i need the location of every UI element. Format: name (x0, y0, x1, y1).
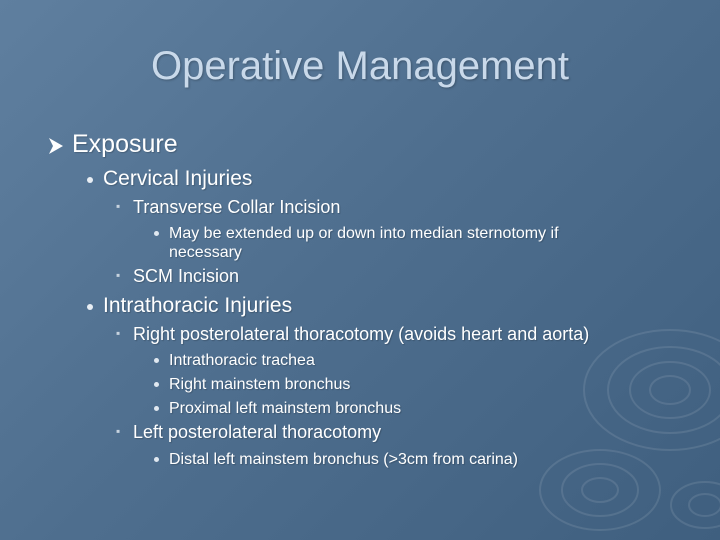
outline-item-median-sternotomy: May be extended up or down into median sternotomy if (169, 225, 559, 242)
outline-item-proximal-left-mainstem-bronchus: Proximal left mainstem bronchus (169, 400, 402, 417)
square-bullet-icon: ▪ (116, 268, 121, 282)
outline-item-scm-incision: SCM Incision (133, 266, 240, 286)
arrowhead-bullet-icon (48, 137, 64, 155)
slide-title: Operative Management (150, 44, 569, 88)
outline-item-right-mainstem-bronchus: Right mainstem bronchus (169, 376, 351, 393)
outline-item-exposure: Exposure (72, 130, 178, 158)
dot-bullet-icon (87, 177, 93, 183)
outline-item-right-posterolateral-thoracotomy: Right posterolateral thoracotomy (avoids heart and aorta) (133, 324, 590, 344)
outline-item-intrathoracic-injuries: Intrathoracic Injuries (103, 294, 293, 317)
outline-item-left-posterolateral-thoracotomy: Left posterolateral thoracotomy (133, 422, 382, 442)
dot-bullet-icon (154, 457, 159, 462)
square-bullet-icon: ▪ (116, 424, 121, 438)
outline-item-transverse-collar-incision: Transverse Collar Incision (133, 197, 341, 217)
square-bullet-icon: ▪ (116, 326, 121, 340)
dot-bullet-icon (154, 358, 159, 363)
dot-bullet-icon (154, 382, 159, 387)
dot-bullet-icon (154, 406, 159, 411)
outline-item-intrathoracic-trachea: Intrathoracic trachea (169, 352, 315, 369)
dot-bullet-icon (87, 304, 93, 310)
dot-bullet-icon (154, 231, 159, 236)
outline-item-necessary: necessary (169, 244, 242, 261)
outline-item-cervical-injuries: Cervical Injuries (103, 167, 253, 190)
square-bullet-icon: ▪ (116, 199, 121, 213)
outline-item-distal-left-mainstem-bronchus: Distal left mainstem bronchus (>3cm from carina) (169, 451, 518, 468)
